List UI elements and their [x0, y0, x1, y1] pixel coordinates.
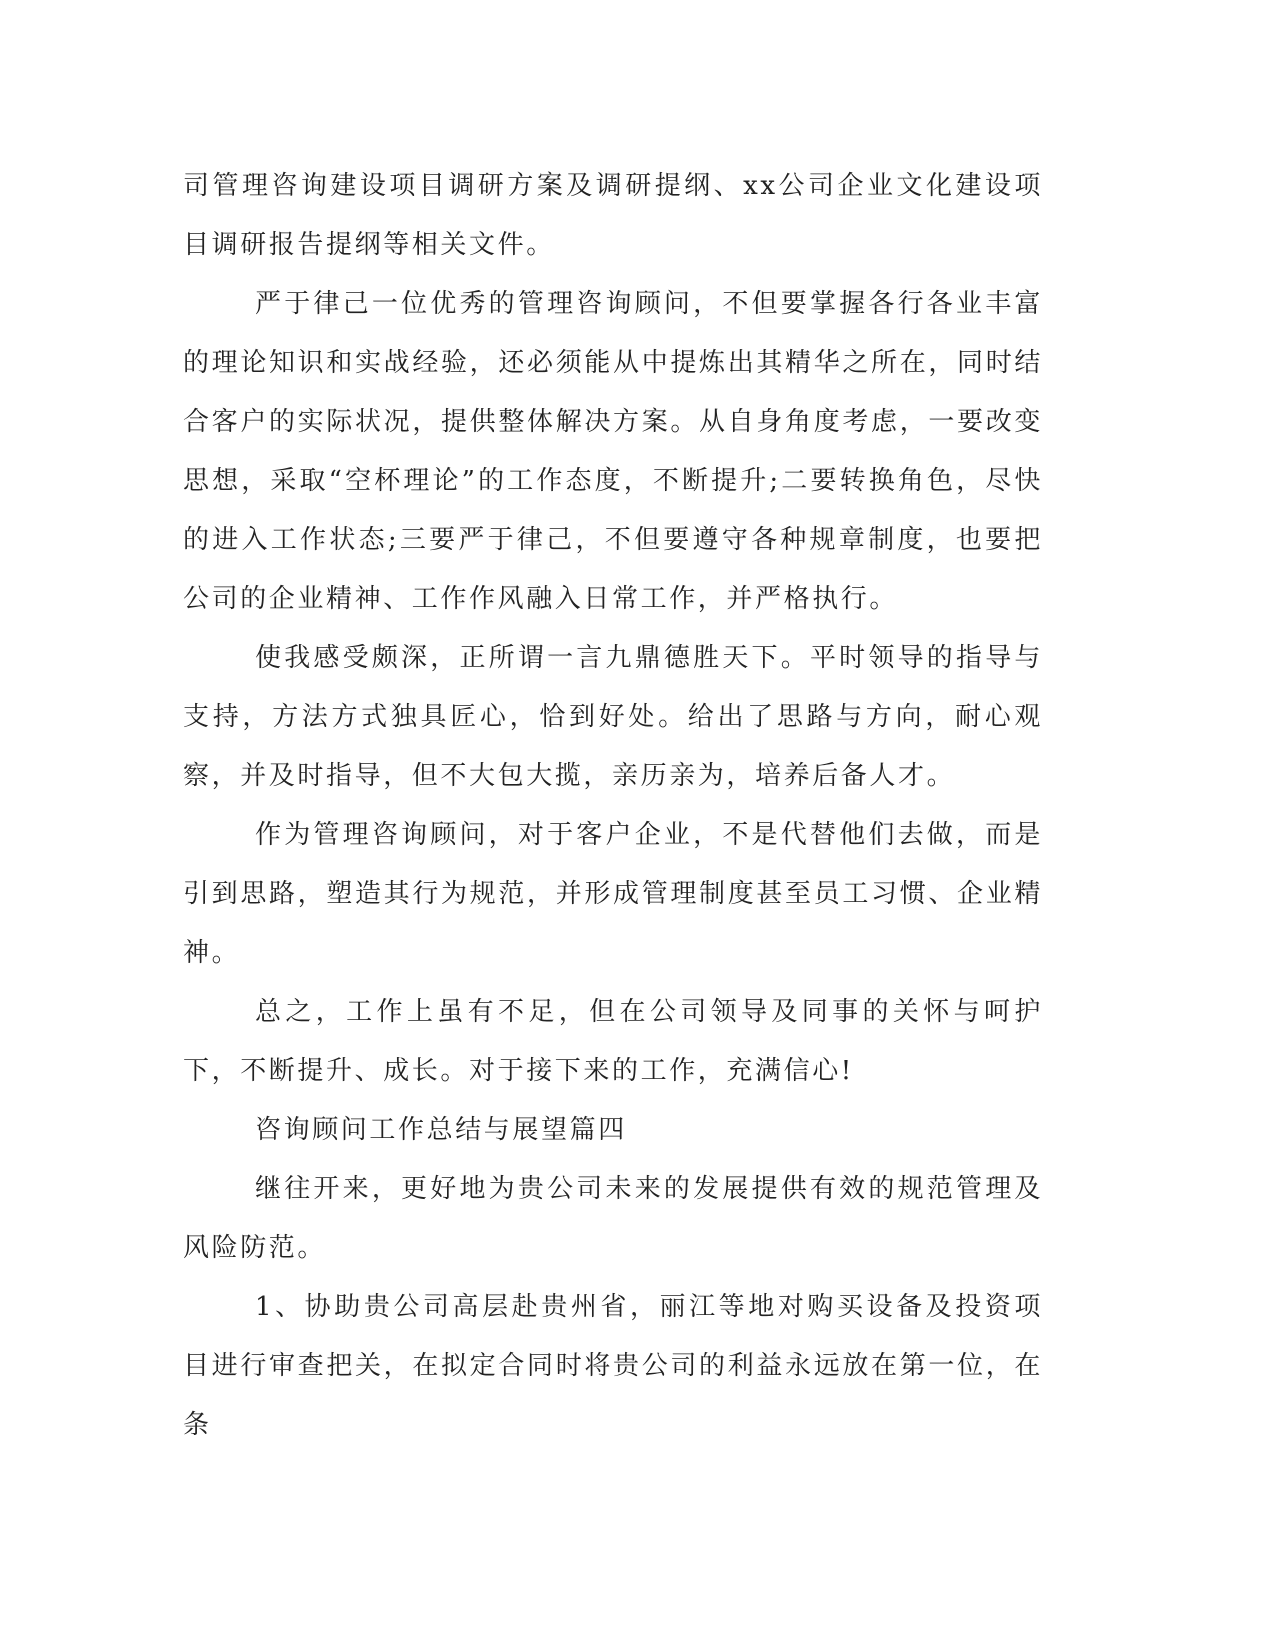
paragraph-4: 作为管理咨询顾问，对于客户企业，不是代替他们去做，而是引到思路，塑造其行为规范，并形成管理制度甚至员工习惯、企业精神。 — [183, 820, 1043, 968]
paragraph-6: 继往开来，更好地为贵公司未来的发展提供有效的规范管理及风险防范。 — [183, 1174, 1043, 1263]
paragraph-5: 总之，工作上虽有不足，但在公司领导及同事的关怀与呵护下，不断提升、成长。对于接下来的工作，充满信心! — [183, 997, 1043, 1086]
paragraph-3: 使我感受颇深，正所谓一言九鼎德胜天下。平时领导的指导与支持，方法方式独具匠心，恰到好处。给出了思路与方向，耐心观察，并及时指导，但不大包大揽，亲历亲为，培养后备人才。 — [183, 643, 1043, 791]
paragraph-2: 严于律己一位优秀的管理咨询顾问，不但要掌握各行各业丰富的理论知识和实战经验，还必须能从中提炼出其精华之所在，同时结合客户的实际状况，提供整体解决方案。从自身角度考虑，一要改变思想，采取“空杯理论”的工作态度，不断提升;二要转换角色，尽快的进入工作状态;三要严于律己，不但要遵守各种规章制度，也要把公司的企业精神、工作作风融入日常工作，并严格执行。 — [183, 289, 1043, 614]
paragraph-1: 司管理咨询建设项目调研方案及调研提纲、xx公司企业文化建设项目调研报告提纲等相关文件。 — [183, 171, 1043, 260]
section-heading: 咨询顾问工作总结与展望篇四 — [255, 1115, 627, 1145]
paragraph-7: 1、协助贵公司高层赴贵州省，丽江等地对购买设备及投资项目进行审查把关，在拟定合同时将贵公司的利益永远放在第一位，在条 — [183, 1292, 1043, 1440]
document-body — [183, 157, 1043, 1455]
